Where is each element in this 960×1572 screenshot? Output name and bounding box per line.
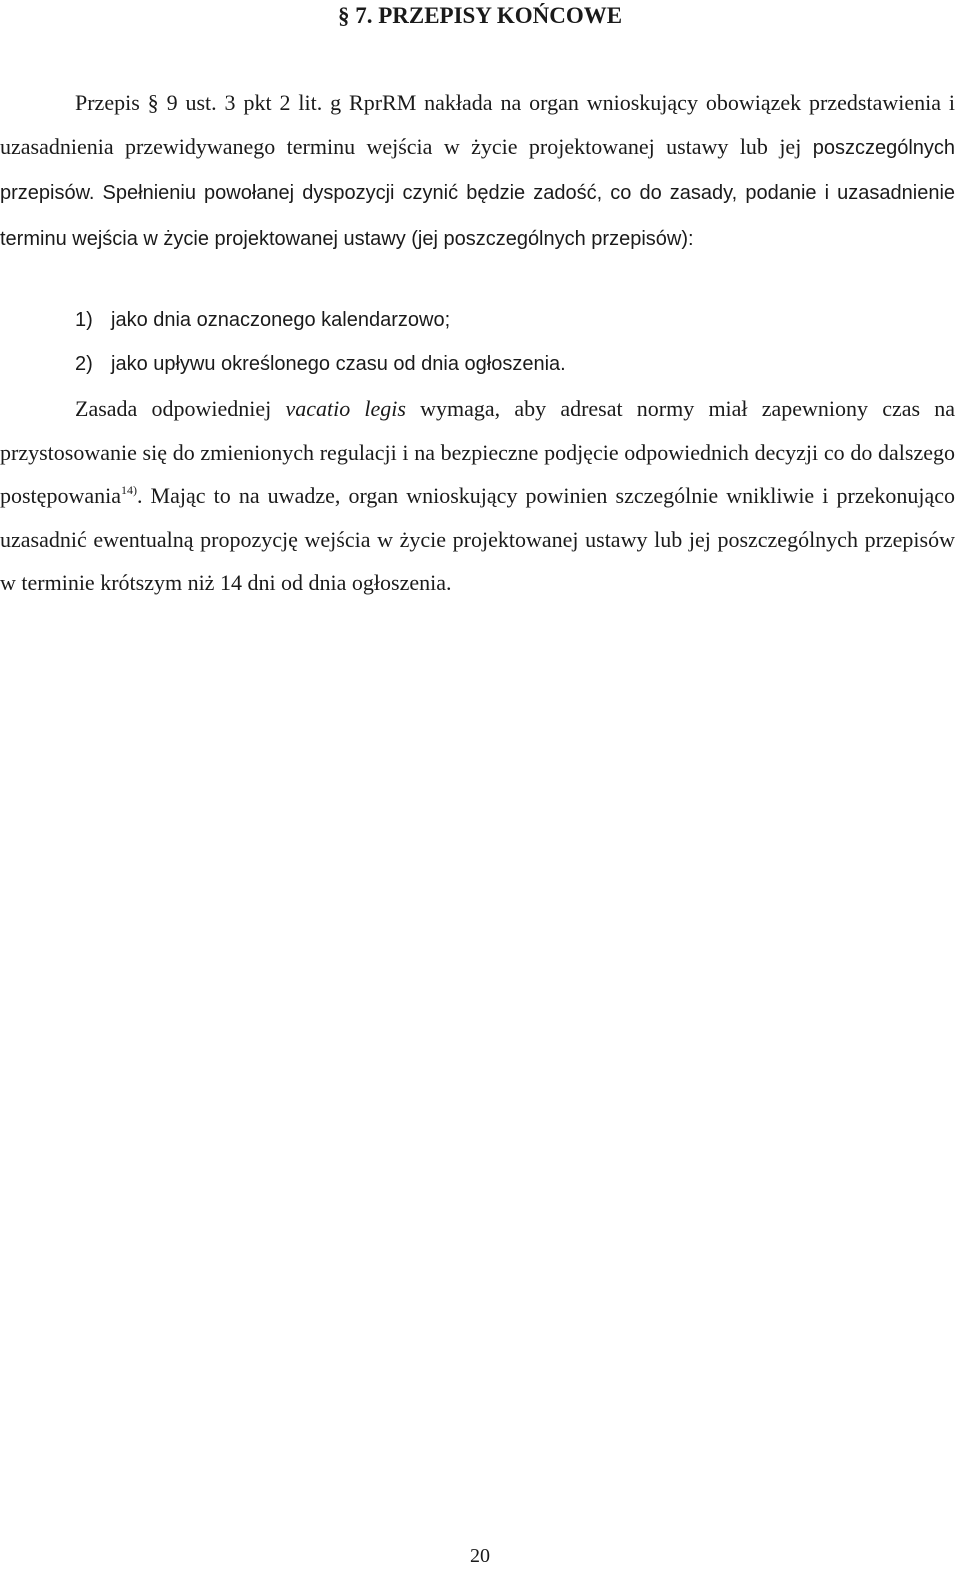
list-item: [75, 299, 566, 343]
paragraph-1-text-e: zadość, co do zasady, podanie i uzasadnienie terminu wejścia w życie projektowanej ustawy: [0, 182, 956, 250]
list-item-number: 1): [75, 309, 93, 331]
section-mark: §: [337, 3, 350, 28]
paragraph-2-latin-term: vacatio legis: [285, 396, 406, 421]
numbered-list: [75, 299, 566, 386]
paragraph-2-text-a: Zasada odpowiedniej: [75, 396, 272, 421]
paragraph-2-text-b: wymaga, aby adresat normy miał zapewniony czas na przystosowanie się do zmienionych regulacji i na bezpieczne podjęcie odpowiednich decyzji co do dalszego postępowania: [0, 396, 956, 508]
paragraph-2-text-c: . Mając to na uwadze, organ wnioskujący powinien szczególnie wnikliwie i przekonująco uzasadnić ewentualną propozycję wejścia w życie projektowanej ustawy lub jej poszczególnych przepisów w terminie krótszym niż 14 dni od dnia ogłoszenia.: [0, 483, 955, 595]
paragraph-1-section-mark: §: [147, 90, 159, 115]
footnote-reference[interactable]: 14): [120, 483, 137, 497]
paragraph-1-text-c: poszczególnych przepisów.: [0, 136, 956, 204]
paragraph-1-text-d: Spełnieniu powołanej dyspozycji czynić będzie: [102, 182, 526, 204]
list-item-text: jako upływu określonego czasu od dnia ogłoszenia.: [111, 352, 566, 375]
paragraph-1-text-f: (jej poszczególnych przepisów):: [411, 227, 694, 250]
paragraph-terms-of-entry: [0, 81, 955, 261]
list-item: [75, 343, 566, 387]
page-number: 20: [470, 1545, 490, 1567]
list-item-number: 2): [75, 352, 93, 375]
list-item-text: jako dnia oznaczonego kalendarzowo;: [111, 309, 451, 331]
paragraph-1-text-b: 9 ust. 3 pkt 2 lit. g RprRM nakłada na organ wnioskujący obowiązek przedstawienia i uzasadnienia przewidywanego terminu wejścia w życie projektowanej ustawy lub jej: [0, 90, 955, 159]
paragraph-1-text-a: Przepis: [75, 90, 140, 115]
section-heading: [0, 2, 960, 30]
section-title: 7. PRZEPISY KOŃCOWE: [355, 3, 623, 28]
paragraph-vacatio-legis: [0, 387, 955, 605]
